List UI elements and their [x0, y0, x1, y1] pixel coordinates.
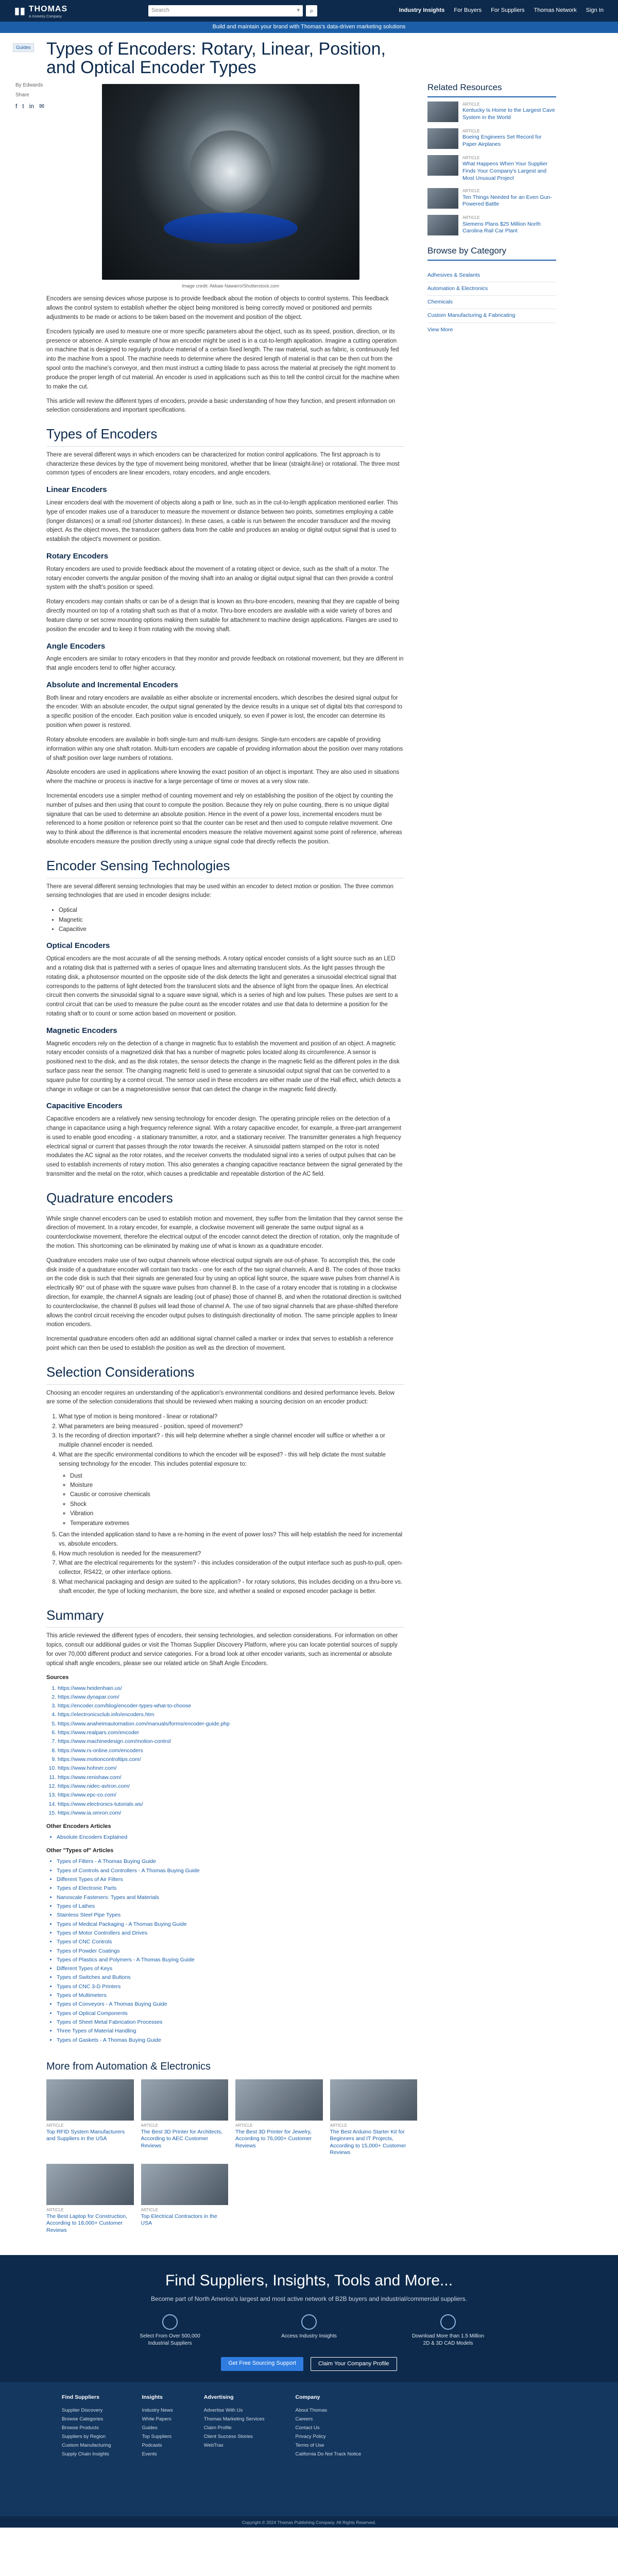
article-card[interactable]: [141, 2079, 229, 2157]
subsection-heading: Angle Encoders: [46, 641, 106, 651]
related-tag: ARTICLE: [462, 215, 480, 221]
section-heading: Selection Considerations: [46, 1363, 404, 1385]
article-card[interactable]: [235, 2079, 323, 2157]
footer-link[interactable]: Guides: [142, 2425, 158, 2431]
article-link[interactable]: • Types of Motor Controllers and Drives: [57, 1929, 404, 1938]
card-title[interactable]: The Best Laptop for Construction, According to 18,000+ Customer Reviews: [46, 2213, 128, 2233]
source-link[interactable]: 3. https://encoder.com/blog/encoder-types-what-to-choose: [58, 1702, 404, 1710]
search-button[interactable]: [306, 5, 317, 16]
section-heading: Encoder Sensing Technologies: [46, 856, 404, 878]
list-item: ◦ Shock: [70, 1500, 404, 1509]
source-link[interactable]: 14. https://www.electronics-tutorials.ws/: [58, 1800, 404, 1809]
article-link[interactable]: • Types of CNC Controls: [57, 1938, 404, 1946]
nav-thomas-network[interactable]: Thomas Network: [534, 7, 577, 14]
footer-link[interactable]: Careers: [295, 2416, 313, 2422]
footer-link[interactable]: Supply Chain Insights: [62, 2451, 109, 2458]
footer-column: [296, 2394, 362, 2505]
list-item: 6. How much resolution is needed for the measurement?: [59, 1549, 404, 1558]
card-image: [235, 2079, 323, 2121]
related-tag: ARTICLE: [462, 189, 480, 194]
nav-sign-in[interactable]: Sign In: [586, 7, 604, 14]
section-heading: Summary: [46, 1606, 404, 1628]
card-tag: ARTICLE: [141, 2123, 159, 2128]
source-link[interactable]: 9. https://www.motioncontroltips.com/: [58, 1755, 404, 1764]
promo-banner[interactable]: [0, 22, 618, 33]
paragraph: Rotary absolute encoders are available in both single-turn and multi-turn designs. Single-turn encoders are capable of providing information within any one shaft rotation. Multi-turn encoders are capable of providing information about the position over many rotations of shaft position over large numbers of rotations.: [46, 736, 403, 761]
card-image: [46, 2079, 134, 2121]
card-tag: ARTICLE: [46, 2123, 64, 2128]
footer-link[interactable]: Terms of Use: [295, 2443, 324, 2449]
source-link[interactable]: 13. https://www.epc-co.com/: [58, 1791, 404, 1800]
card-title[interactable]: The Best Arduino Starter Kit for Beginners and IT Projects, According to 15,000+ Customer Reviews: [330, 2128, 406, 2156]
selection-list: [59, 1412, 404, 1596]
article-link[interactable]: • Types of Medical Packaging - A Thomas Buying Guide: [57, 1920, 404, 1929]
cta-buttons: [10, 2357, 608, 2371]
logo-subtitle: A Xometry Company: [28, 14, 62, 19]
card-title[interactable]: The Best 3D Printer for Jewelry, According to 76,000+ Customer Reviews: [235, 2128, 312, 2149]
paragraph: Optical encoders are the most accurate of all the sensing methods. A rotary optical encoder consists of a light source such as an LED and a rotating disk that is patterned with a series of opaque lines and alternating translucent slots. As the light passes through the rotating disk, a photosensor mounted on the opposite side of the disk detects the light and generates a sinusoidal electrical signal that corresponds to the patterns of light detected from the translucent slots and the absence of light from the opaque lines. An electrical circuit then converts the sinusoidal signal to a square wave signal, which is a series of high and low pulses. These pulses are sent to a control circuit that can be used to measure the pulse count as the encoder rotates and use that data to determine a position for the rotating shaft or to count or some action based on movement or position.: [46, 956, 398, 1017]
article-link[interactable]: • Types of Electronic Parts: [57, 1884, 404, 1893]
related-item[interactable]: [427, 155, 556, 182]
related-heading: Related Resources: [427, 81, 556, 97]
footer-link[interactable]: Advertise With Us: [203, 2407, 243, 2413]
source-link[interactable]: 6. https://www.realpars.com/encoder: [58, 1728, 404, 1737]
related-item[interactable]: [427, 101, 556, 122]
paragraph: Incremental encoders use a simpler method of counting movement and rely on establishing the position of the object by counting the number of pulses and then using that count to compute the position. Because they rely on pulse counting, there is no unique digital signature that can be used to determine an absolute position. Hence in the event of a power loss, incremental encoders must be referenced to a home position or reference point so that the counter can be reset and then used to compute relative movement. One way to think about the difference is that incremental encoders measure the relative movement against some point of reference, whereas absolute encoders measure the position directly using a unique signal code that directly reflects the position.: [46, 792, 402, 845]
nav-for-buyers[interactable]: For Buyers: [454, 7, 482, 14]
card-title[interactable]: Top RFID System Manufacturers and Suppliers in the USA: [46, 2128, 125, 2142]
list-item: 8. What mechanical packaging and design are suited to the application? - for rotary solutions, this includes deciding on a thru-bore vs. shaft encoder, the type of locking mechanism, the bore size, and whether a sealed or exposed encoder package is better.: [59, 1578, 404, 1597]
source-link[interactable]: 15. https://www.ia.omron.com/: [58, 1809, 404, 1818]
list-item: 2. What parameters are being measured - position, speed of movement?: [59, 1422, 404, 1431]
search-placeholder: Search: [151, 7, 169, 14]
other-articles-heading: Other Encoders Articles: [46, 1823, 111, 1830]
footer-column: [142, 2394, 173, 2505]
footer-link[interactable]: Industry News: [142, 2407, 173, 2413]
sources-section: [46, 1674, 404, 2045]
factory-icon: [162, 2314, 178, 2330]
paragraph: Incremental quadrature encoders often add an additional signal channel called a marker or index that serves to establish a reference point which can then be used to establish the position as well as the direction of movement.: [46, 1336, 393, 1352]
twitter-icon[interactable]: t: [22, 103, 24, 110]
logo-mark-icon: ▮▮: [14, 5, 26, 16]
stat-text: Select From Over 500,000 Industrial Suppliers: [140, 2333, 200, 2347]
related-item[interactable]: [427, 215, 556, 235]
footer-link[interactable]: Podcasts: [142, 2443, 162, 2449]
right-sidebar: [427, 33, 556, 2050]
footer-heading: Insights: [142, 2394, 163, 2401]
article-link[interactable]: • Stainless Steel Pipe Types: [57, 1911, 404, 1920]
linkedin-icon[interactable]: in: [29, 103, 35, 110]
list-item: • Magnetic: [59, 916, 404, 925]
paragraph: There are several different ways in which encoders can be characterized for motion control applications. The first approach is to characterize these devices by the type of movement being monitored, whether that be linear (straight-line) or rotational. The three most common types of encoders are linear encoders, rotary encoders, and angle encoders.: [46, 451, 400, 477]
left-rail: [13, 33, 33, 2050]
card-title[interactable]: The Best 3D Printer for Architects, According to AEC Customer Reviews: [141, 2128, 223, 2149]
cta-heading: Find Suppliers, Insights, Tools and More...: [165, 2272, 453, 2289]
intro-paragraph: This article will review the different types of encoders, provide a basic understanding of how they function, and present information on selection considerations and important specifications.: [46, 398, 396, 414]
related-title[interactable]: Kentucky Is Home to the Largest Cave System in the World: [462, 107, 555, 121]
article-link[interactable]: • Types of CNC 3-D Printers: [57, 1982, 404, 1991]
card-image: [141, 2164, 229, 2205]
search-bar: [148, 5, 399, 16]
copyright-text: Copyright © 2024 Thomas Publishing Company. All Rights Reserved.: [242, 2520, 376, 2526]
card-image: [46, 2164, 134, 2205]
subsection-heading: Rotary Encoders: [46, 552, 109, 561]
card-tag: ARTICLE: [141, 2208, 159, 2213]
paragraph: Absolute encoders are used in applications where knowing the exact position of an object is important. They are also used in situations where the machine or process is inactive for a large percentage of time or moves at a very slow rate.: [46, 769, 400, 785]
list-item: • Optical: [59, 906, 404, 915]
article-main: [15, 33, 404, 2050]
footer-link[interactable]: Top Suppliers: [142, 2433, 172, 2439]
footer-heading: Find Suppliers: [62, 2394, 99, 2401]
card-image: [141, 2079, 229, 2121]
article-card[interactable]: [141, 2164, 229, 2234]
list-item: ◦ Vibration: [70, 1509, 404, 1518]
stat-cad: [409, 2314, 487, 2348]
paragraph: Magnetic encoders rely on the detection of a change in magnetic flux to establish the movement and position of an object. A magnetic rotary encoder consists of a magnetized disk that has a number of magnetic poles located along its circumference. A sensor is positioned next to the disk, and as the disk rotates, the sensor detects the change in the magnetic field as the different poles in the disk surface pass near the sensor. The changing magnetic field is used to generate a sinusoidal output signal that can be converted to a square pulse for counting by a control circuit. The sensor used in these encoders are either made use of the Hall effect, which detects a change in voltage or can be a magnetoresistive sensor that can detect the change in the magnetic field directly.: [46, 1040, 401, 1093]
paragraph: Quadrature encoders make use of two output channels whose electrical output signals are out-of-phase. To accomplish this, the code disk inside of a quadrature encoder will contain two tracks - one for each of the two signal channels, A and B. The codes of those tracks on the code disk is such that their signals are generated four by using an optical light source, the square wave pulses from channel A is electrically 90° out of phase with the square wave pulses from channel B. In the case of a rotary encoder that is rotating in a clockwise direction, for example, the channel A signals are leading (out of phase) those of channel B, and when the rotational direction is switched to counterclockwise, the channel B pulses will lead those of channel A. The use of two signal channels that are phase-shifted therefore allows the control circuit receiving the encoder output pulses to distinguish directionality of motion. The same principle applies to linear motion encoders.: [46, 1257, 402, 1328]
stat-text: Download More than 1.5 Million 2D & 3D CAD Models: [411, 2333, 485, 2347]
footer-link[interactable]: California Do Not Track Notice: [295, 2451, 362, 2458]
browse-heading: Browse by Category: [427, 245, 556, 261]
footer-link[interactable]: Custom Manufacturing: [62, 2443, 111, 2449]
subsection-heading: Optical Encoders: [46, 941, 110, 951]
list-item: 5. Can the intended application stand to have a re-homing in the event of power loss? This will help establish the need for incremental vs. absolute encoders.: [59, 1530, 404, 1549]
article-link[interactable]: • Types of Switches and Buttons: [57, 1973, 404, 1982]
footer-link[interactable]: Suppliers by Region: [62, 2433, 106, 2439]
article-link[interactable]: • Three Types of Material Handling: [57, 2027, 404, 2036]
footer-link[interactable]: WebTrax: [203, 2443, 224, 2449]
article-link[interactable]: • Nanoscale Fasteners: Types and Materials: [57, 1893, 404, 1902]
source-link[interactable]: 7. https://www.machinedesign.com/motion-control: [58, 1737, 404, 1746]
sources-list: [58, 1684, 404, 1818]
paragraph: There are several different sensing technologies that may be used within an encoder to detect motion or position. The three common sensing technologies that are used in encoder designs include:: [46, 883, 393, 899]
footer-link[interactable]: Thomas Marketing Services: [203, 2416, 265, 2422]
copyright-bar: [0, 2516, 618, 2528]
guides-chip[interactable]: Guides: [13, 43, 34, 52]
footer-link[interactable]: White Papers: [142, 2416, 171, 2422]
promo-text: Build and maintain your brand with Thomas's data-driven marketing solutions: [212, 24, 406, 30]
source-link[interactable]: 11. https://www.renishaw.com/: [58, 1773, 404, 1782]
list-item: ◦ Caustic or corrosive chemicals: [70, 1490, 404, 1499]
subsection-heading: Capacitive Encoders: [46, 1101, 123, 1111]
related-title[interactable]: Siemens Plans $25 Million North Carolina Rail Car Plant: [462, 221, 541, 234]
share-label: Share: [15, 92, 29, 98]
section-heading: Types of Encoders: [46, 425, 404, 447]
top-nav-bar: [0, 0, 618, 22]
article-title: Types of Encoders: Rotary, Linear, Position, and Optical Encoder Types: [46, 39, 386, 77]
cta-stats: [10, 2314, 608, 2348]
author-byline[interactable]: By Edwards: [15, 82, 43, 89]
article-link[interactable]: • Different Types of Keys: [57, 1964, 404, 1973]
article-link[interactable]: • Types of Powder Coatings: [57, 1947, 404, 1956]
intro-paragraph: Encoders are sensing devices whose purpose is to provide feedback about the motion of objects to control systems. This feedback allows the control system to establish whether the object being monitored is being correctly moved or positioned and permits adjustments to be made or actions to be taken based on the movement and position of the object.: [46, 296, 389, 321]
footer-link[interactable]: Claim Profile: [203, 2425, 232, 2431]
facebook-icon[interactable]: f: [15, 103, 18, 110]
view-more-link[interactable]: View More: [427, 326, 453, 333]
related-title[interactable]: Ten Things Needed for an Even Gun-Powered Battle: [462, 194, 552, 208]
paragraph: While single channel encoders can be used to establish motion and movement, they suffer from the limitation that they cannot sense the direction of movement. In a rotary encoder, for example, a clockwise movement will generate the same output signal as a counterclockwise movement, therefore the electrical output of the encoder cannot detect the direction of rotation, only the magnitude of the motion. This shortcoming can be eliminated by making use of what is known as a quadrature encoder.: [46, 1215, 403, 1249]
claim-profile-button[interactable]: Claim Your Company Profile: [311, 2357, 397, 2371]
other-articles-list: [57, 1833, 404, 1842]
source-link[interactable]: 5. https://www.anaheimautomation.com/manuals/forms/encoder-guide.php: [58, 1720, 404, 1728]
article-link[interactable]: • Types of Gaskets - A Thomas Buying Guide: [57, 2036, 404, 2045]
sensing-tech-list: [59, 906, 404, 934]
footer-link[interactable]: Contact Us: [295, 2425, 320, 2431]
other-types-list: [57, 1857, 404, 2045]
article-link[interactable]: • Absolute Encoders Explained: [57, 1833, 404, 1842]
article-link[interactable]: • Types of Plastics and Polymers - A Thomas Buying Guide: [57, 1956, 404, 1964]
source-link[interactable]: 2. https://www.dynapar.com/: [58, 1693, 404, 1702]
related-thumbnail: [427, 128, 458, 149]
related-thumbnail: [427, 101, 458, 122]
footer-link[interactable]: Browse Products: [62, 2425, 99, 2431]
footer-link[interactable]: About Thomas: [295, 2407, 328, 2413]
article-link[interactable]: • Types of Sheet Metal Fabrication Processes: [57, 2018, 404, 2027]
related-item[interactable]: [427, 188, 556, 209]
paragraph: Rotary encoders are used to provide feedback about the movement of a rotating object or device, such as the shaft of a motor. The rotary encoder converts the angular position of the moving shaft into an analog or digital output signal that can then provide a control system with the shaft's position or speed.: [46, 566, 393, 591]
site-footer: [0, 2382, 618, 2516]
paragraph: Rotary encoders may contain shafts or can be of a design that is known as thru-bore encoders, meaning that they are capable of being directly mounted on top of a rotating shaft such as that of a motor. Thru-bore encoders are available with a wide variety of bores and feature clamp or set screw mounting options making them suitable for attachment to machine design applications. Flanges are used to position the encoder and to keep it from rotating with the moving shaft.: [46, 599, 400, 633]
footer-link[interactable]: Browse Categories: [62, 2416, 104, 2422]
footer-heading: Advertising: [203, 2394, 234, 2401]
thomas-logo[interactable]: [14, 3, 102, 19]
nav-for-suppliers[interactable]: For Suppliers: [491, 7, 525, 14]
list-item: 1. What type of motion is being monitored - linear or rotational?: [59, 1412, 404, 1421]
subsection-heading: Magnetic Encoders: [46, 1026, 117, 1035]
related-thumbnail: [427, 188, 458, 209]
card-image: [330, 2079, 418, 2121]
footer-link[interactable]: Client Success Stories: [203, 2433, 253, 2439]
source-link[interactable]: 10. https://www.hohner.com/: [58, 1764, 404, 1773]
hero-caption: Image credit: Akkaw Nawarro/Shutterstock.com: [181, 283, 280, 289]
search-input[interactable]: [148, 5, 303, 16]
list-item: [59, 1450, 404, 1528]
footer-column: [204, 2394, 265, 2505]
article-card[interactable]: [330, 2079, 418, 2157]
card-tag: ARTICLE: [330, 2123, 348, 2128]
footer-link[interactable]: Supplier Discovery: [62, 2407, 103, 2413]
header-nav: [399, 7, 604, 15]
subsection-heading: Linear Encoders: [46, 485, 107, 495]
card-tag: ARTICLE: [235, 2123, 253, 2128]
article-link[interactable]: • Types of Conveyors - A Thomas Buying Guide: [57, 2000, 404, 2009]
email-icon[interactable]: ✉: [39, 103, 45, 110]
source-link[interactable]: 1. https://www.heidenhain.us/: [58, 1684, 404, 1693]
source-link[interactable]: 12. https://www.nidec-avtron.com/: [58, 1782, 404, 1791]
share-icons: [15, 102, 46, 111]
paragraph: Angle encoders are similar to rotary encoders in that they monitor and provide feedback on rotational movement, but they are different in that angle encoders tend to offer higher accuracy.: [46, 656, 404, 672]
related-item[interactable]: [427, 128, 556, 149]
article-link[interactable]: • Types of Filters - A Thomas Buying Guide: [57, 1857, 404, 1866]
related-title[interactable]: What Happens When Your Supplier Finds Your Company's Largest and Most Unusual Project: [462, 161, 548, 181]
article-card[interactable]: [46, 2164, 134, 2234]
chevron-down-icon[interactable]: ▾: [297, 7, 300, 14]
other-types-heading: Other "Types of" Articles: [46, 1848, 114, 1854]
card-tag: ARTICLE: [46, 2208, 64, 2213]
paragraph: Both linear and rotary encoders are available as either absolute or incremental encoders, which describes the desired signal output for the encoder. With an absolute encoder, the output signal generated by the device results in a unique set of digital bits that correspond to a specific position of the encoder. Each position value is encoded uniquely, so even if power is lost, the encoder can determine its position when power is restored.: [46, 694, 403, 729]
footer-heading: Company: [295, 2394, 320, 2401]
footer-link[interactable]: Events: [142, 2451, 157, 2458]
stat-insights: [270, 2314, 348, 2348]
article-link[interactable]: • Types of Optical Components: [57, 2009, 404, 2018]
category-link[interactable]: Custom Manufacturing & Fabricating: [427, 309, 556, 323]
intro-paragraph: Encoders typically are used to measure one or more specific parameters about the object, such as its speed, position, direction, or its presence or absence. A simple example of how an encoder might be used is in a cut-to-length application. Imagine a cutting operation on machine that is designed to regularly produce material of a certain fixed length. The raw material, such as fabric, is continuously fed into the machine from a spool. The machine needs to determine where the desired length of material is that can be then cut from the spool onto the machine's conveyor, and then must instruct a cutting blade to pass across the material at precisely the right moment to produce the proper length of cut material. An encoder is used in applications such as this to tell the control circuit for the machine when to make the cut.: [46, 328, 400, 390]
source-link[interactable]: 8. https://www.rs-online.com/encoders: [58, 1747, 404, 1755]
cube-icon: [440, 2314, 456, 2330]
sourcing-support-button[interactable]: Get Free Sourcing Support: [221, 2357, 303, 2371]
card-title[interactable]: Top Electrical Contractors in the USA: [141, 2213, 217, 2227]
article-link[interactable]: • Types of Controls and Controllers - A Thomas Buying Guide: [57, 1867, 404, 1875]
article-link[interactable]: • Different Types of Air Filters: [57, 1875, 404, 1884]
search-icon: ⌕: [310, 6, 314, 14]
list-item: 7. What are the electrical requirements for the system? - this includes consideration of the output interface such as push-to-pull, open-collector, RS422, or other interface options.: [59, 1558, 404, 1578]
paragraph: Capacitive encoders are a relatively new sensing technology for encoder design. The operating principle relies on the detection of a change in capacitance using a high frequency reference signal. With a rotary capacitive encoder, for example, a three-part arrangement is used to enable good encoding - a stationary transmitter, a rotor, and a stationary receiver. The transmitter generates a high frequency electrical signal or current that passes through the rotor towards the receiver. A sinusoidal pattern stamped on the rotor is noted modulates the AC signal as the rotor rotates, and the receiver converts the modulated signal into a series of output pulses that can be used to establish increments of rotary motion. This also generates a changing capacitive reactance between the signal generated by the transmitter and the metal on the rotor, which causes a predictable and repeatable distortion of the AC field.: [46, 1116, 403, 1178]
nav-industry-insights[interactable]: Industry Insights: [399, 7, 445, 14]
related-title[interactable]: Boeing Engineers Set Record for Paper Airplanes: [462, 134, 542, 147]
related-tag: ARTICLE: [462, 101, 480, 107]
hero-image: [102, 84, 359, 280]
source-link[interactable]: 4. https://electronicsclub.info/encoders.htm: [58, 1710, 404, 1719]
article-link[interactable]: • Types of Lathes: [57, 1902, 404, 1911]
stat-text: Access Industry Insights: [281, 2333, 337, 2339]
article-card[interactable]: [46, 2079, 134, 2157]
exposure-list: [70, 1471, 404, 1528]
section-heading: Quadrature encoders: [46, 1189, 404, 1211]
list-item: ◦ Moisture: [70, 1481, 404, 1490]
card-grid: [46, 2079, 417, 2234]
paragraph: This article reviewed the different types of encoders, their sensing technologies, and selection considerations. For information on other topics, consult our additional guides or visit the Thomas Supplier Discovery Platform, where you can locate potential sources of supply for over 70,000 different product and service categories. For a broad look at other encoder variants, such as incremental or absolute optical shaft angle encoders, please see our related article on Shaft Angle Encoders.: [46, 1633, 398, 1667]
category-link[interactable]: Adhesives & Sealants: [427, 269, 556, 282]
related-tag: ARTICLE: [462, 128, 480, 133]
footer-column: [62, 2394, 111, 2505]
list-item: ◦ Temperature extremes: [70, 1519, 404, 1528]
related-thumbnail: [427, 215, 458, 235]
sources-heading: Sources: [46, 1674, 69, 1681]
list-item: 3. Is the recording of direction important? - this will help determine whether a single channel encoder will suffice or whether a or multiple channel encoder is needed.: [59, 1431, 404, 1450]
related-tag: ARTICLE: [462, 155, 480, 160]
list-item: • Capacitive: [59, 925, 404, 934]
category-link[interactable]: Chemicals: [427, 296, 556, 309]
more-heading: More from Automation & Electronics: [46, 2060, 211, 2072]
category-list: [427, 269, 556, 323]
subsection-heading: Absolute and Incremental Encoders: [46, 680, 178, 689]
category-link[interactable]: Automation & Electronics: [427, 282, 556, 296]
logo-text: THOMAS: [28, 4, 68, 13]
footer-link[interactable]: Privacy Policy: [295, 2433, 326, 2439]
paragraph: Choosing an encoder requires an understanding of the application's environmental conditions and desired performance levels. Below are some of the selection considerations that should be reviewed when making a sourcing decision on an encoder product:: [46, 1389, 395, 1405]
stat-suppliers: [131, 2314, 209, 2348]
lightbulb-icon: [301, 2314, 317, 2330]
paragraph: Linear encoders deal with the movement of objects along a path or line, such as in the cut-to-length application mentioned earlier. This type of encoder makes use of a transducer to measure the movement or distance between two points, sometimes employing a cable (longer distances) or a small rod (shorter distances). In these cases, a cable is run between the encoder transducer and the moving object. As the object moves, the transducer gathers data from the cable and produces an analog or digital output signal that is used to establish the object's movement or position.: [46, 500, 398, 543]
article-link[interactable]: • Types of Multimeters: [57, 1991, 404, 2000]
cta-banner: [0, 2255, 618, 2383]
cta-subtext: Become part of North America's largest and most active network of B2B buyers and industrial/commercial suppliers.: [151, 2295, 467, 2303]
more-from-section: [46, 2059, 417, 2234]
related-thumbnail: [427, 155, 458, 176]
list-item-text: What are the specific environmental conditions to which the encoder will be exposed? - this will help dictate the most suitable sensing technology for the encoder. This includes potential exposure to:: [59, 1451, 386, 1468]
list-item: ◦ Dust: [70, 1471, 404, 1481]
